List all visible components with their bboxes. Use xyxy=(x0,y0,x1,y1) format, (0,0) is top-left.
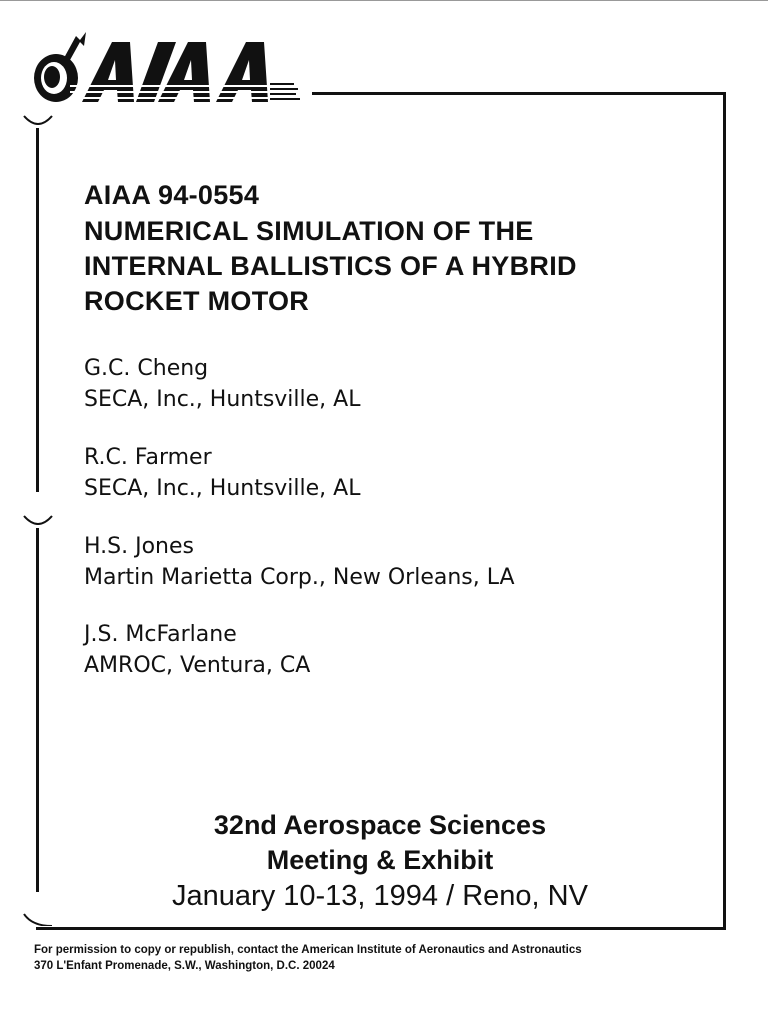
author-name: R.C. Farmer xyxy=(84,445,212,470)
frame-bottom-rule xyxy=(36,927,726,930)
permission-notice: For permission to copy or republish, contact the American Institute of Aeronautics and Astronautics xyxy=(34,944,582,956)
frame-left-rule-upper xyxy=(36,128,39,492)
paper-title-line: NUMERICAL SIMULATION OF THE xyxy=(84,216,534,246)
author-affiliation: AMROC, Ventura, CA xyxy=(84,653,311,678)
paper-title-line: INTERNAL BALLISTICS OF A HYBRID xyxy=(84,251,577,281)
paper-title-line: ROCKET MOTOR xyxy=(84,286,310,316)
conference-name-line-2: Meeting & Exhibit xyxy=(266,845,494,875)
frame-right-rule xyxy=(723,92,726,930)
binding-mark-bottom xyxy=(22,912,54,926)
author-affiliation: SECA, Inc., Huntsville, AL xyxy=(84,476,361,501)
author-affiliation: Martin Marietta Corp., New Orleans, LA xyxy=(84,565,515,590)
author-name: J.S. McFarlane xyxy=(84,622,237,647)
binding-mark-top xyxy=(22,114,54,128)
paper-number: AIAA 94-0554 xyxy=(84,180,260,210)
aiaa-logo xyxy=(30,28,302,106)
publisher-address: 370 L'Enfant Promenade, S.W., Washington, D.C. 20024 xyxy=(34,960,335,972)
frame-top-rule xyxy=(312,92,726,95)
author-name: H.S. Jones xyxy=(84,534,194,559)
page-top-edge xyxy=(0,0,768,1)
conference-date-location: January 10-13, 1994 / Reno, NV xyxy=(172,880,588,912)
binding-mark-middle xyxy=(22,514,54,528)
author-affiliation: SECA, Inc., Huntsville, AL xyxy=(84,387,361,412)
author-name: G.C. Cheng xyxy=(84,356,209,381)
conference-name-line-1: 32nd Aerospace Sciences xyxy=(213,810,547,840)
